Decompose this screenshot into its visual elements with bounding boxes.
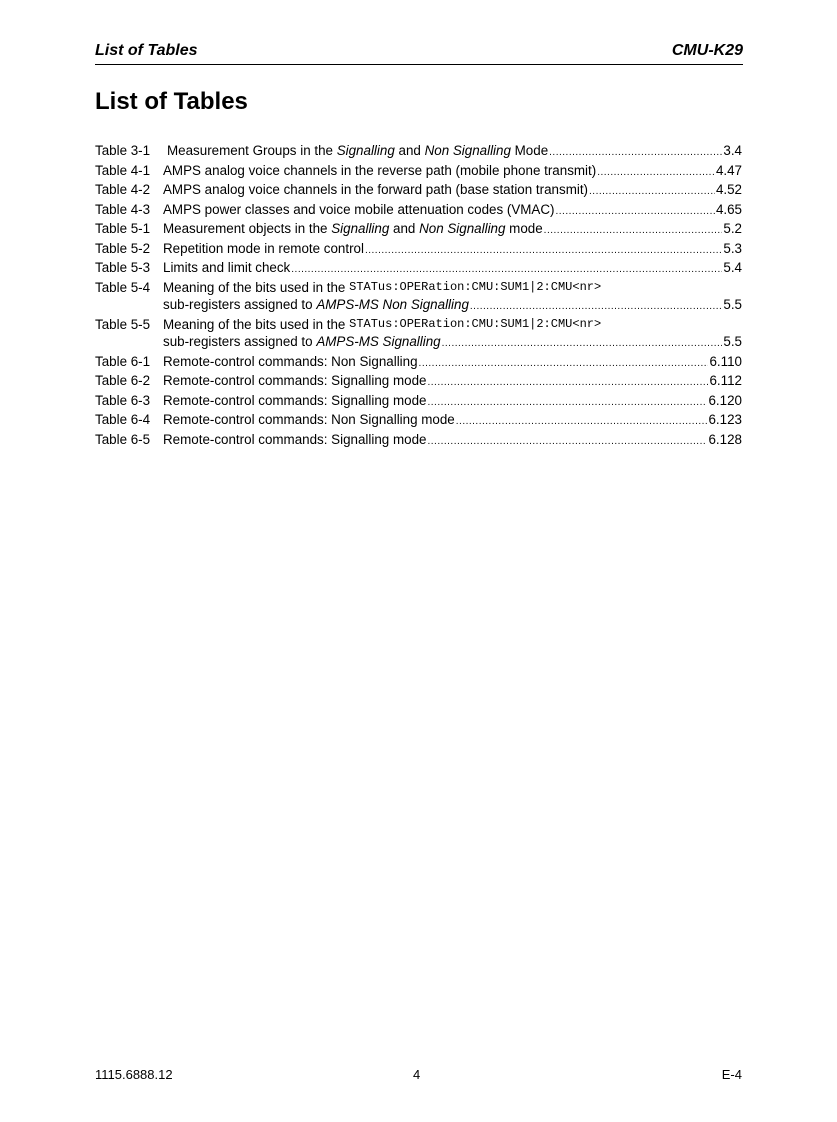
dot-leader xyxy=(427,374,708,392)
toc-entry-table-5-1[interactable] xyxy=(95,220,742,240)
header-product-name: CMU-K29 xyxy=(671,42,743,59)
register-code: STATus:OPERation:CMU:SUM1|2:CMU<nr> xyxy=(349,316,602,331)
page-number: 6.120 xyxy=(708,392,742,408)
table-number: Table 5-5 xyxy=(95,316,151,332)
dot-leader xyxy=(556,203,715,221)
toc-entry-table-5-2[interactable] xyxy=(95,240,742,260)
page-title: List of Tables xyxy=(95,88,248,115)
page-number: 6.123 xyxy=(708,412,742,427)
dot-leader xyxy=(291,261,722,279)
page-number: 5.3 xyxy=(723,240,742,256)
page-number-footer: 4 xyxy=(413,1067,421,1082)
toc-entry-table-4-1[interactable] xyxy=(95,162,742,182)
toc-entry-table-6-4[interactable] xyxy=(95,411,742,431)
dot-leader xyxy=(427,394,707,412)
table-number: Table 5-4 xyxy=(95,279,151,295)
dot-leader xyxy=(549,144,722,162)
toc-entry-table-3-1[interactable] xyxy=(95,142,742,162)
toc-entry-table-5-4[interactable] xyxy=(95,279,742,316)
table-caption-line2: sub-registers assigned to AMPS-MS Signalling xyxy=(163,334,441,349)
table-number: Table 6-1 xyxy=(95,353,151,369)
table-caption-line1: Meaning of the bits used in the xyxy=(163,279,346,295)
table-caption: Measurement objects in the Signalling and Non Signalling mode xyxy=(163,221,543,236)
table-caption: AMPS analog voice channels in the forward path (base station transmit) xyxy=(163,182,589,197)
caption-first-line xyxy=(95,279,742,297)
dot-leader xyxy=(597,164,715,182)
table-number: Table 4-1 xyxy=(95,162,151,178)
toc-entry-table-5-5[interactable] xyxy=(95,316,742,353)
page-number: 6.128 xyxy=(708,431,742,447)
page-number: 5.5 xyxy=(723,334,742,349)
dot-leader xyxy=(470,298,722,316)
running-header xyxy=(95,42,743,65)
header-section-title: List of Tables xyxy=(95,42,198,59)
toc-entry-table-6-1[interactable] xyxy=(95,353,742,373)
table-caption-line1: Meaning of the bits used in the xyxy=(163,316,346,332)
document-number: 1115.6888.12 xyxy=(95,1067,173,1082)
dot-leader xyxy=(365,242,722,260)
table-number: Table 6-3 xyxy=(95,392,151,408)
table-number: Table 5-3 xyxy=(95,260,151,275)
page-number: 6.112 xyxy=(709,373,742,388)
toc-entry-table-6-5[interactable] xyxy=(95,431,742,451)
page-number: 4.52 xyxy=(715,182,742,197)
page-number: 5.2 xyxy=(723,221,742,236)
table-caption: Remote-control commands: Non Signalling mode xyxy=(163,412,455,427)
table-caption: Remote-control commands: Signalling mode xyxy=(163,431,427,447)
caption-first-line xyxy=(95,316,742,334)
table-number: Table 4-2 xyxy=(95,182,151,197)
caption-second-line xyxy=(95,296,742,316)
table-number: Table 6-5 xyxy=(95,431,151,447)
table-number: Table 3-1 xyxy=(95,143,151,158)
table-caption-line2: sub-registers assigned to AMPS-MS Non Signalling xyxy=(163,297,469,312)
dot-leader xyxy=(419,355,709,373)
dot-leader xyxy=(456,413,708,431)
toc-entry-table-6-3[interactable] xyxy=(95,392,742,412)
table-number: Table 5-1 xyxy=(95,221,151,236)
page-number: 5.4 xyxy=(723,260,742,275)
table-caption: Remote-control commands: Signalling mode xyxy=(163,392,427,408)
table-caption: AMPS power classes and voice mobile attenuation codes (VMAC) xyxy=(163,201,555,217)
table-number: Table 5-2 xyxy=(95,240,151,256)
toc-entry-table-6-2[interactable] xyxy=(95,372,742,392)
table-caption: Repetition mode in remote control xyxy=(163,240,364,256)
register-code: STATus:OPERation:CMU:SUM1|2:CMU<nr> xyxy=(349,279,602,294)
dot-leader xyxy=(427,433,707,451)
table-number: Table 6-4 xyxy=(95,412,151,427)
table-caption: Remote-control commands: Non Signalling xyxy=(163,353,418,369)
table-caption: Remote-control commands: Signalling mode xyxy=(163,373,427,388)
toc-entry-table-4-3[interactable] xyxy=(95,201,742,221)
list-of-tables xyxy=(95,142,742,450)
table-number: Table 4-3 xyxy=(95,201,151,217)
table-number: Table 6-2 xyxy=(95,373,151,388)
table-caption: AMPS analog voice channels in the reverse path (mobile phone transmit) xyxy=(163,162,597,178)
page-number: 6.110 xyxy=(709,353,742,369)
dot-leader xyxy=(442,335,723,353)
dot-leader xyxy=(544,222,723,240)
page-number: 4.47 xyxy=(715,162,742,178)
table-caption: Limits and limit check xyxy=(163,260,291,275)
caption-second-line xyxy=(95,333,742,353)
page-number: 3.4 xyxy=(723,143,742,158)
table-caption: Measurement Groups in the Signalling and Non Signalling Mode xyxy=(167,143,549,158)
dot-leader xyxy=(589,183,715,201)
page-number: 5.5 xyxy=(723,297,742,312)
page-number: 4.65 xyxy=(715,201,742,217)
toc-entry-table-5-3[interactable] xyxy=(95,259,742,279)
edition-label: E-4 xyxy=(721,1067,742,1082)
toc-entry-table-4-2[interactable] xyxy=(95,181,742,201)
